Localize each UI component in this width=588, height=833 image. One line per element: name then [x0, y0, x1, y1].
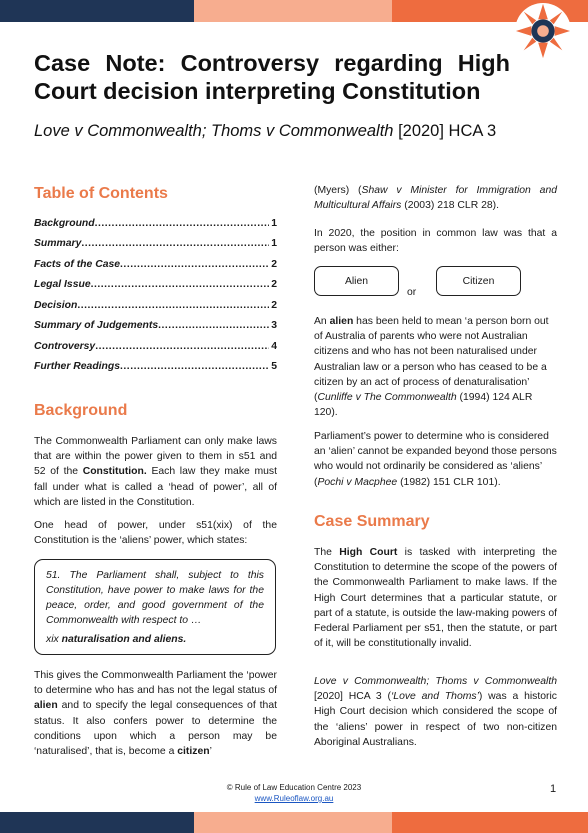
quote-xix: xix naturalisation and aliens. [46, 634, 187, 645]
case-summary-heading: Case Summary [314, 513, 430, 530]
alien-box: Alien [314, 266, 399, 296]
case-names: Love v Commonwealth; Thoms v Commonwealth [34, 122, 394, 140]
header-band-navy [0, 0, 194, 22]
summary-paragraph-1: The High Court is tasked with interpreting the Constitution to determine the scope of the powers of the Commonwealth Parliament to make laws. If the High Court determines that a particular statute, or part of a statute, is outside the law-making powers of Federal Parliament per s51, then the statute, or part of it, will be constitutionally invalid. [314, 547, 557, 650]
citizen-box: Citizen [436, 266, 521, 296]
toc-item-controversy[interactable]: Controversy ..... 4 [34, 341, 277, 352]
case-citation: [2020] HCA 3 [393, 122, 497, 140]
toc-item-decision[interactable]: Decision ..... 2 [34, 300, 277, 311]
right-paragraph-3: An alien has been held to mean ‘a person born out of Australia of parents who were not Australian citizens and who has not been naturalised under Australian law or a person who has ceased to be a citizen by an act of process of denaturalisation’ (Cunliffe v The Commonwealth (1994) 124 ALR 120). [314, 316, 549, 419]
constitution-quote-box [34, 559, 276, 655]
background-paragraph-1: The Commonwealth Parliament can only make laws that are within the power given to them in s51 and 52 of the Constitution. Each law they make must fall under what is called a ‘head of power’, all of which are listed in the Constitution. [34, 436, 277, 508]
sunburst-logo-icon [514, 2, 572, 60]
footer-band-navy [0, 812, 194, 833]
background-paragraph-2: One head of power, under s51(xix) of the Constitution is the ‘aliens’ power, which states: [34, 520, 277, 547]
toc-item-facts[interactable]: Facts of the Case ..... 2 [34, 259, 277, 270]
toc-item-summary[interactable]: Summary ..... 1 [34, 238, 277, 249]
right-paragraph-2: In 2020, the position in common law was that a person was either: [314, 228, 557, 255]
footer-link-wrapper [0, 794, 588, 803]
summary-paragraph-2: Love v Commonwealth; Thoms v Commonwealth [2020] HCA 3 (‘Love and Thoms’) was a historic High Court decision which considered the scope of the ‘aliens’ power in respect of two non-citizen Aboriginal Australians. [314, 676, 558, 748]
page-number: 1 [550, 783, 557, 795]
or-label: or [407, 287, 417, 298]
footer-band-salmon [194, 812, 392, 833]
header-band-salmon [194, 0, 392, 22]
quote-text: 51. The Parliament shall, subject to this Constitution, have power to make laws for the peace, order, and good government of the Commonwealth with respect to … [46, 570, 264, 626]
footer-website-link[interactable]: www.Ruleoflaw.org.au [254, 794, 334, 803]
case-subtitle [34, 122, 496, 141]
toc-item-further-readings[interactable]: Further Readings ..... 5 [34, 361, 277, 372]
toc-item-background[interactable]: Background ..... 1 [34, 218, 277, 229]
toc-item-legal-issue[interactable]: Legal Issue ..... 2 [34, 279, 277, 290]
footer-copyright: © Rule of Law Education Centre 2023 [226, 783, 362, 792]
background-heading: Background [34, 402, 128, 419]
page-title: Case Note: Controversy regarding High Court decision interpreting Constitution [34, 50, 510, 104]
right-paragraph-1: (Myers) (Shaw v Minister for Immigration and Multicultural Affairs (2003) 218 CLR 28). [314, 185, 558, 212]
background-paragraph-3: This gives the Commonwealth Parliament the ‘power to determine who has and has not the legal status of alien and to specify the legal consequences of that status. It also confers power to determine the conditions upon which a person may be ‘naturalised’, that is, become a citizen’ [34, 670, 277, 758]
toc-item-judgements[interactable]: Summary of Judgements ..... 3 [34, 320, 277, 331]
footer-band-orange [392, 812, 588, 833]
right-paragraph-4: Parliament’s power to determine who is considered an ‘alien’ cannot be expanded beyond those persons who would not ordinarily be considered as ‘aliens’ (Pochi v Macphee (1982) 151 CLR 101). [314, 431, 557, 488]
toc-heading: Table of Contents [34, 185, 168, 202]
